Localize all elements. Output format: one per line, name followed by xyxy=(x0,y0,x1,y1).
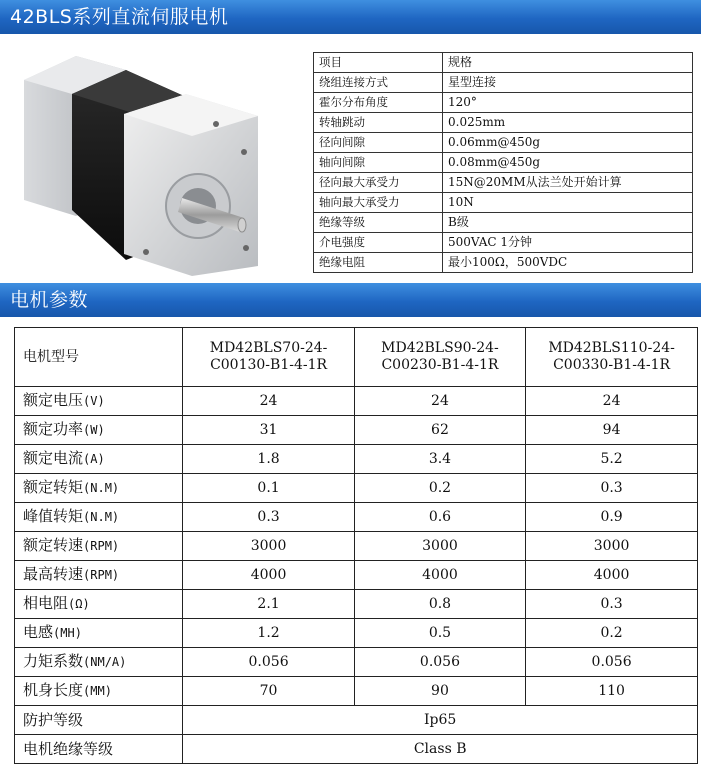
param-label xyxy=(15,445,183,474)
param-name: 相电阻 xyxy=(23,594,69,612)
param-value: 0.056 xyxy=(354,648,525,677)
param-value: 0.3 xyxy=(183,503,354,532)
param-value: 0.6 xyxy=(354,503,525,532)
param-value: 4000 xyxy=(354,561,525,590)
model-header-label: 电机型号 xyxy=(15,328,183,387)
spec-value: B级 xyxy=(443,213,693,233)
spec-value: 500VAC 1分钟 xyxy=(443,233,693,253)
model-name-3: MD42BLS110-24- C00330-B1-4-1R xyxy=(526,328,698,387)
param-value: 0.056 xyxy=(526,648,698,677)
param-name: 峰值转矩 xyxy=(23,507,84,525)
table-header-row xyxy=(15,328,698,387)
param-unit: (N.M) xyxy=(83,510,120,524)
spec-row xyxy=(314,233,693,253)
model-name-1: MD42BLS70-24- C00130-B1-4-1R xyxy=(183,328,354,387)
param-name: 机身长度 xyxy=(23,681,84,699)
param-value: 31 xyxy=(183,416,354,445)
spec-table xyxy=(313,52,693,273)
param-name: 最高转速 xyxy=(23,565,84,583)
param-name: 额定电流 xyxy=(23,449,84,467)
param-row-merged xyxy=(15,706,698,735)
spec-value: 10N xyxy=(443,193,693,213)
param-value: 1.8 xyxy=(183,445,354,474)
spec-value: 0.08mm@450g xyxy=(443,153,693,173)
param-value: 0.056 xyxy=(183,648,354,677)
spec-value: 规格 xyxy=(443,53,693,73)
param-label xyxy=(15,619,183,648)
param-label xyxy=(15,503,183,532)
spec-value: 最小100Ω，500VDC xyxy=(443,253,693,273)
spec-row xyxy=(314,253,693,273)
param-row xyxy=(15,648,698,677)
param-value: 0.2 xyxy=(526,619,698,648)
spec-key: 绝缘等级 xyxy=(314,213,443,233)
param-name: 额定电压 xyxy=(23,391,84,409)
motor-parameters-table xyxy=(14,327,698,764)
param-value: Class B xyxy=(183,735,698,764)
param-value: 3000 xyxy=(183,532,354,561)
param-row xyxy=(15,619,698,648)
param-unit: (RPM) xyxy=(83,568,120,582)
section-title-parameters: 电机参数 xyxy=(0,283,701,317)
param-value: 0.1 xyxy=(183,474,354,503)
param-row xyxy=(15,445,698,474)
spec-key: 转轴跳动 xyxy=(314,113,443,133)
param-row-merged xyxy=(15,735,698,764)
param-value: 62 xyxy=(354,416,525,445)
param-value: 1.2 xyxy=(183,619,354,648)
param-value: 70 xyxy=(183,677,354,706)
param-value: 0.8 xyxy=(354,590,525,619)
param-row xyxy=(15,416,698,445)
param-label xyxy=(15,590,183,619)
param-label xyxy=(15,532,183,561)
param-row xyxy=(15,561,698,590)
spec-row xyxy=(314,193,693,213)
param-value: 4000 xyxy=(526,561,698,590)
spec-key: 径向间隙 xyxy=(314,133,443,153)
param-value: 94 xyxy=(526,416,698,445)
spec-row xyxy=(314,113,693,133)
spec-row xyxy=(314,133,693,153)
param-row xyxy=(15,474,698,503)
param-unit: (NM/A) xyxy=(83,655,127,669)
motor-photo xyxy=(6,40,306,276)
param-unit: (A) xyxy=(83,452,105,466)
param-value: 24 xyxy=(354,387,525,416)
param-label xyxy=(15,561,183,590)
param-row xyxy=(15,532,698,561)
param-value: 24 xyxy=(526,387,698,416)
spec-row xyxy=(314,93,693,113)
param-label xyxy=(15,648,183,677)
param-value: 0.5 xyxy=(354,619,525,648)
spec-row xyxy=(314,173,693,193)
spec-value: 星型连接 xyxy=(443,73,693,93)
param-name: 额定功率 xyxy=(23,420,84,438)
param-label xyxy=(15,474,183,503)
param-row xyxy=(15,503,698,532)
spec-key: 径向最大承受力 xyxy=(314,173,443,193)
spec-row xyxy=(314,73,693,93)
param-row xyxy=(15,677,698,706)
param-value: 0.3 xyxy=(526,474,698,503)
param-unit: (MM) xyxy=(83,684,112,698)
spec-key: 轴向间隙 xyxy=(314,153,443,173)
param-value: 2.1 xyxy=(183,590,354,619)
param-label: 电机绝缘等级 xyxy=(15,735,183,764)
param-unit: (V) xyxy=(83,394,105,408)
param-label: 防护等级 xyxy=(15,706,183,735)
param-unit: (RPM) xyxy=(83,539,120,553)
param-value: 3.4 xyxy=(354,445,525,474)
model-name-2: MD42BLS90-24- C00230-B1-4-1R xyxy=(354,328,525,387)
param-label xyxy=(15,387,183,416)
spec-value: 120° xyxy=(443,93,693,113)
param-value: 0.9 xyxy=(526,503,698,532)
param-unit: (Ω) xyxy=(68,597,90,611)
param-row xyxy=(15,387,698,416)
param-row xyxy=(15,590,698,619)
param-value: 3000 xyxy=(526,532,698,561)
param-value: 24 xyxy=(183,387,354,416)
spec-value: 0.025mm xyxy=(443,113,693,133)
spec-key: 项目 xyxy=(314,53,443,73)
spec-key: 绕组连接方式 xyxy=(314,73,443,93)
param-name: 额定转矩 xyxy=(23,478,84,496)
param-value: 110 xyxy=(526,677,698,706)
param-value: 5.2 xyxy=(526,445,698,474)
param-value: 0.2 xyxy=(354,474,525,503)
param-name: 电感 xyxy=(23,623,54,641)
param-name: 力矩系数 xyxy=(23,652,84,670)
param-unit: (N.M) xyxy=(83,481,120,495)
param-value: 3000 xyxy=(354,532,525,561)
param-value: 4000 xyxy=(183,561,354,590)
spec-key: 轴向最大承受力 xyxy=(314,193,443,213)
spec-row xyxy=(314,213,693,233)
param-unit: (W) xyxy=(83,423,105,437)
param-value: 0.3 xyxy=(526,590,698,619)
spec-row xyxy=(314,53,693,73)
param-value: Ip65 xyxy=(183,706,698,735)
spec-key: 绝缘电阻 xyxy=(314,253,443,273)
spec-key: 霍尔分布角度 xyxy=(314,93,443,113)
section-title-product: 42BLS系列直流伺服电机 xyxy=(0,0,701,34)
param-name: 额定转速 xyxy=(23,536,84,554)
spec-row xyxy=(314,153,693,173)
spec-value: 0.06mm@450g xyxy=(443,133,693,153)
param-value: 90 xyxy=(354,677,525,706)
param-label xyxy=(15,416,183,445)
spec-key: 介电强度 xyxy=(314,233,443,253)
param-unit: (MH) xyxy=(53,626,82,640)
param-label xyxy=(15,677,183,706)
spec-value: 15N@20MM从法兰处开始计算 xyxy=(443,173,693,193)
